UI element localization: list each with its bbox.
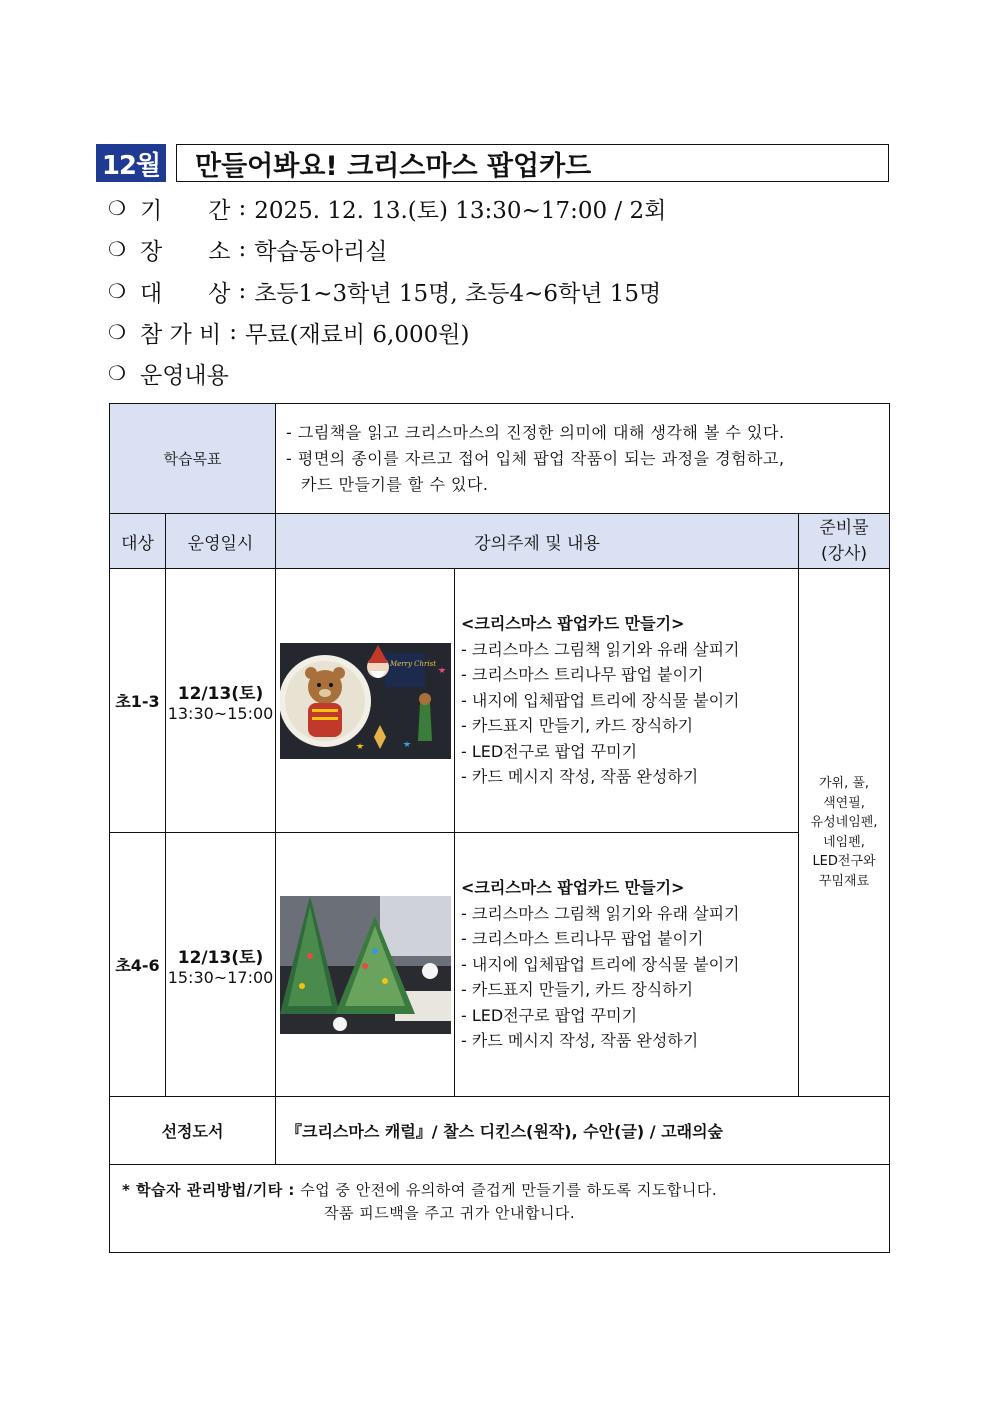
- materials-cell: [799, 569, 890, 1097]
- info-sep: :: [238, 236, 247, 262]
- book-label: 선정도서: [110, 1097, 276, 1165]
- session-time: 15:30~17:00: [167, 967, 274, 987]
- info-target: [108, 275, 661, 307]
- header-row: [110, 514, 890, 569]
- info-label: 대 상: [140, 280, 231, 307]
- info-sep: :: [238, 278, 247, 304]
- book-row: [110, 1097, 890, 1165]
- note-line: 작품 피드백을 주고 귀가 안내합니다.: [324, 1204, 576, 1222]
- content-title: <크리스마스 팝업카드 만들기>: [461, 614, 685, 634]
- session-time: 13:30~15:00: [167, 703, 274, 723]
- content-item: - 크리스마스 트리나무 팝업 붙이기: [461, 929, 704, 949]
- content-item: - 내지에 입체팝업 트리에 장식물 붙이기: [461, 690, 740, 710]
- info-label: 참 가 비: [140, 321, 222, 348]
- circle-bullet-icon: ❍: [108, 361, 126, 385]
- info-sep: :: [229, 319, 238, 345]
- goal-label: 학습목표: [110, 404, 276, 514]
- month-badge: 12월: [96, 144, 166, 182]
- session-target: 초1-3: [110, 569, 166, 833]
- material-item: 네임펜,: [823, 834, 865, 850]
- material-item: LED전구와: [812, 854, 876, 869]
- photo-cell: [276, 569, 455, 833]
- content-item: - 크리스마스 그림책 읽기와 유래 살피기: [461, 903, 740, 923]
- info-value: 2025. 12. 13.(토) 13:30~17:00 / 2회: [254, 197, 667, 224]
- content-item: - 카드 메시지 작성, 작품 완성하기: [461, 1031, 699, 1051]
- content-item: - 카드표지 만들기, 카드 장식하기: [461, 716, 694, 736]
- info-period: [108, 192, 666, 224]
- circle-bullet-icon: ❍: [108, 279, 126, 303]
- session-date: 12/13(토): [177, 947, 264, 968]
- goal-list: [276, 404, 890, 514]
- header-content: 강의주제 및 내용: [276, 514, 799, 569]
- tree-card-photo: [280, 896, 451, 1034]
- note-cell: [110, 1165, 890, 1253]
- info-fee: [108, 316, 469, 348]
- info-label: 기 간: [140, 197, 231, 224]
- material-item: 꾸밈재료: [818, 873, 870, 889]
- info-value: 학습동아리실: [254, 238, 388, 265]
- goal-row: [110, 404, 890, 514]
- session-content: [455, 833, 799, 1097]
- content-item: - LED전구로 팝업 꾸미기: [461, 741, 638, 761]
- content-item: - 크리스마스 그림책 읽기와 유래 살피기: [461, 639, 740, 659]
- goal-item: - 평면의 종이를 자르고 접어 입체 팝업 작품이 되는 과정을 경험하고,: [286, 448, 785, 468]
- material-item: 가위, 풀,: [818, 776, 870, 791]
- book-text: 『크리스마스 캐럴』/ 찰스 디킨스(원작), 수안(글) / 고래의숲: [276, 1097, 890, 1165]
- session-date: 12/13(토): [177, 683, 264, 704]
- info-value: 초등1~3학년 15명, 초등4~6학년 15명: [254, 280, 662, 307]
- session-target: 초4-6: [110, 833, 166, 1097]
- goal-item: 카드 만들기를 할 수 있다.: [301, 474, 489, 494]
- material-item: 색연필,: [823, 795, 865, 811]
- photo-cell: [276, 833, 455, 1097]
- content-item: - 내지에 입체팝업 트리에 장식물 붙이기: [461, 954, 740, 974]
- session-schedule: [166, 833, 276, 1097]
- session-row: [110, 569, 890, 833]
- session-content: [455, 569, 799, 833]
- info-sep: :: [238, 195, 247, 221]
- header-target: 대상: [110, 514, 166, 569]
- content-item: - LED전구로 팝업 꾸미기: [461, 1005, 638, 1025]
- content-item: - 카드 메시지 작성, 작품 완성하기: [461, 767, 699, 787]
- goal-item: - 그림책을 읽고 크리스마스의 진정한 의미에 대해 생각해 볼 수 있다.: [286, 422, 785, 442]
- program-table: [109, 403, 890, 1253]
- note-label: * 학습자 관리방법/기타 :: [122, 1181, 295, 1199]
- material-item: 유성네임펜,: [810, 815, 878, 830]
- page-title: 만들어봐요! 크리스마스 팝업카드: [176, 144, 889, 182]
- circle-bullet-icon: ❍: [108, 196, 126, 220]
- session-schedule: [166, 569, 276, 833]
- info-operation: [108, 357, 229, 389]
- info-label: 운영내용: [140, 362, 229, 389]
- content-item: - 크리스마스 트리나무 팝업 붙이기: [461, 665, 704, 685]
- circle-bullet-icon: ❍: [108, 237, 126, 261]
- info-value: 무료(재료비 6,000원): [245, 321, 470, 348]
- photo-card-text: Merry Christ: [389, 659, 436, 668]
- header-materials: 준비물 (강사): [799, 514, 890, 569]
- note-line: 수업 중 안전에 유의하여 즐겁게 만들기를 하도록 지도합니다.: [300, 1181, 718, 1199]
- content-item: - 카드표지 만들기, 카드 장식하기: [461, 980, 694, 1000]
- header-schedule: 운영일시: [166, 514, 276, 569]
- info-place: [108, 233, 388, 265]
- info-label: 장 소: [140, 238, 231, 265]
- content-title: <크리스마스 팝업카드 만들기>: [461, 878, 685, 898]
- circle-bullet-icon: ❍: [108, 320, 126, 344]
- session-row: [110, 833, 890, 1097]
- note-row: [110, 1165, 890, 1253]
- bear-card-photo: [280, 643, 451, 759]
